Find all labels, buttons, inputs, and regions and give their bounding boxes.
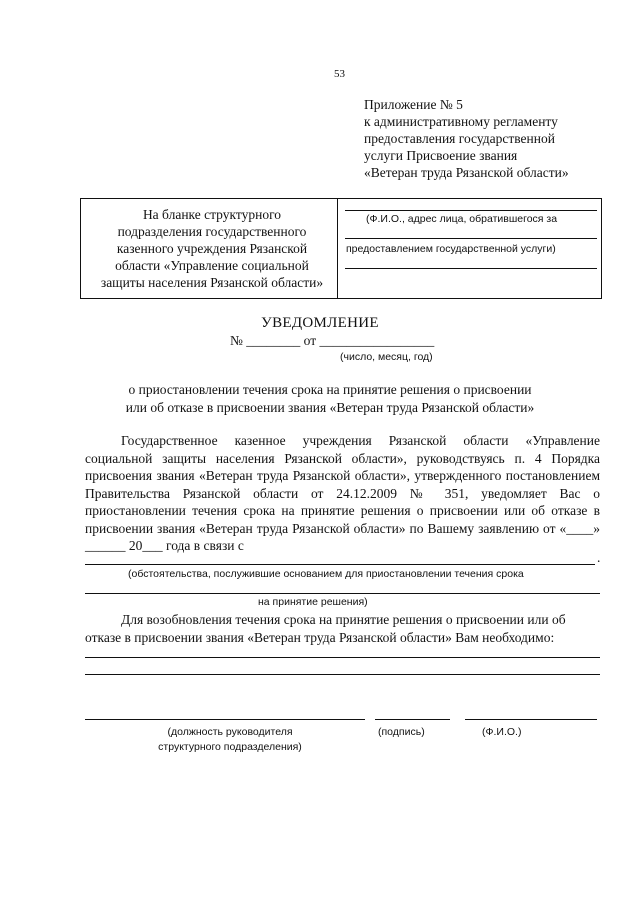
requirements-line-1 bbox=[85, 657, 600, 658]
letterhead-line: защиты населения Рязанской области» bbox=[100, 275, 324, 290]
letterhead-placeholder bbox=[92, 206, 332, 291]
notice-number-date: № ________ от _________________ bbox=[230, 333, 435, 348]
letterhead-line: области «Управление социальной bbox=[115, 258, 309, 273]
requirements-line-2 bbox=[85, 674, 600, 675]
header-box-divider bbox=[337, 198, 338, 299]
resume-requirements: Для возобновления течения срока на принятие решения о присвоении или об отказе в присвоении звания «Ветеран труда Рязанской области» Вам необходимо: bbox=[85, 612, 566, 645]
name-line bbox=[465, 719, 597, 720]
recipient-line-3 bbox=[345, 268, 597, 269]
notice-subject bbox=[60, 381, 600, 417]
circumstances-caption: (обстоятельства, послужившие основанием для приостановлении течения срока bbox=[128, 568, 524, 580]
appendix-line: предоставления государственной bbox=[364, 131, 555, 146]
position-line bbox=[85, 719, 365, 720]
recipient-line-2 bbox=[345, 238, 597, 239]
position-caption-line: структурного подразделения) bbox=[158, 741, 302, 753]
decision-caption: на принятие решения) bbox=[258, 596, 368, 608]
letterhead-line: На бланке структурного bbox=[142, 207, 282, 222]
letterhead-line: подразделения государственного bbox=[117, 224, 307, 239]
circumstances-line bbox=[85, 564, 595, 565]
appendix-line: услуги Присвоение звания bbox=[364, 148, 518, 163]
circumstances-line-2 bbox=[85, 593, 600, 594]
trailing-period: . bbox=[597, 550, 601, 565]
appendix-line: к административному регламенту bbox=[364, 114, 558, 129]
appendix-line: «Ветеран труда Рязанской области» bbox=[364, 165, 569, 180]
notice-title: УВЕДОМЛЕНИЕ bbox=[261, 315, 379, 331]
signature-line bbox=[375, 719, 450, 720]
notice-body: Государственное казенное учреждения Рязанской области «Управление социальной защиты населения Рязанской области», руководствуясь п. 4 Порядка присвоения звания «Ветеран труда Рязанской области», утвержденного постановлением Правительства Рязанской области от 24.12.2009 № 351, уведомляет Вас о приостановлении течения срока на принятие решения о присвоении или об отказе в присвоении звания «Ветеран труда Рязанской области» по Вашему заявлению от «____» ______ 20___ года в связи с bbox=[85, 433, 600, 553]
position-caption-line: (должность руководителя bbox=[167, 726, 293, 738]
appendix-block bbox=[364, 96, 624, 181]
recipient-caption-2: предоставлением государственной услуги) bbox=[346, 243, 556, 255]
subject-line: или об отказе в присвоении звания «Ветеран труда Рязанской области» bbox=[125, 400, 535, 415]
recipient-caption-1: (Ф.И.О., адрес лица, обратившегося за bbox=[366, 213, 558, 225]
appendix-line: Приложение № 5 bbox=[364, 97, 463, 112]
name-caption: (Ф.И.О.) bbox=[482, 726, 522, 738]
date-caption: (число, месяц, год) bbox=[340, 351, 433, 363]
page-number: 53 bbox=[334, 68, 345, 80]
recipient-line-1 bbox=[345, 210, 597, 211]
subject-line: о приостановлении течения срока на принятие решения о присвоении bbox=[128, 382, 532, 397]
signature-caption: (подпись) bbox=[378, 726, 425, 738]
letterhead-line: казенного учреждения Рязанской bbox=[116, 241, 308, 256]
position-caption bbox=[145, 725, 315, 755]
